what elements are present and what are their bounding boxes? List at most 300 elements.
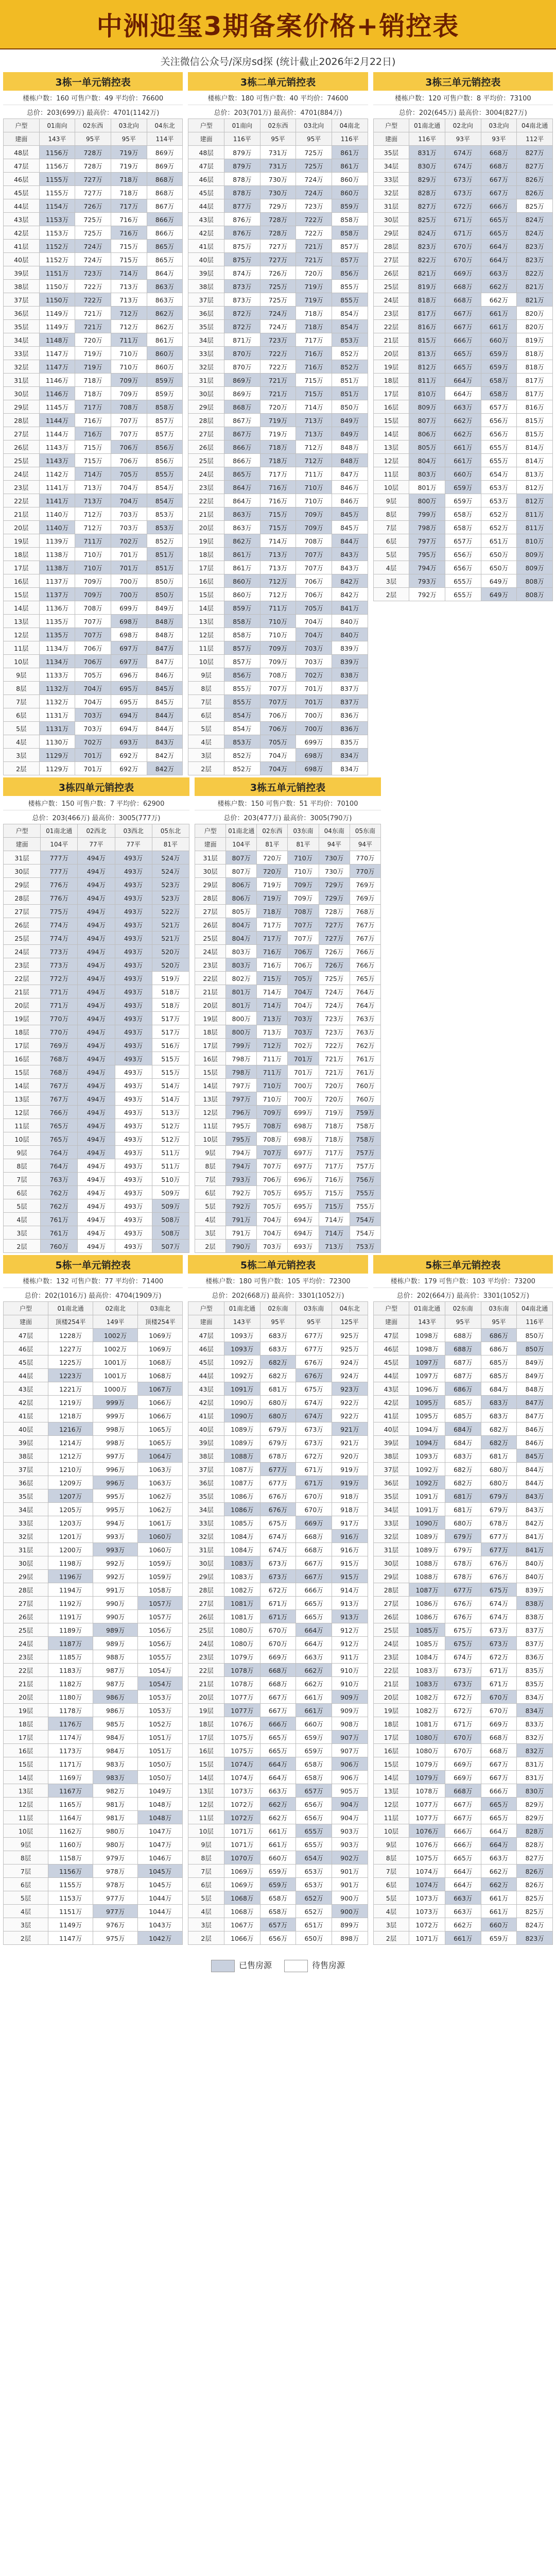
price-cell: 704万 bbox=[260, 762, 296, 775]
floor-cell: 2层 bbox=[4, 1240, 41, 1253]
price-cell: 521万 bbox=[152, 918, 189, 931]
header-cell: 03北向 bbox=[481, 119, 517, 132]
price-cell: 705万 bbox=[257, 1199, 288, 1213]
price-cell: 1090万 bbox=[224, 1396, 260, 1409]
price-cell: 1185万 bbox=[48, 1650, 93, 1664]
table-row bbox=[4, 998, 189, 1012]
floor-cell: 34层 bbox=[373, 1503, 409, 1516]
table-row bbox=[188, 735, 368, 749]
floor-cell: 34层 bbox=[373, 159, 409, 173]
price-cell: 907万 bbox=[332, 1744, 368, 1757]
floor-cell: 4层 bbox=[373, 561, 409, 574]
table-row bbox=[188, 454, 368, 467]
floor-cell: 33层 bbox=[4, 347, 40, 360]
table-row bbox=[195, 1173, 381, 1186]
table-row bbox=[188, 574, 368, 588]
price-cell: 1164万 bbox=[48, 1811, 93, 1824]
section-info: 楼栋户数：180 可售户数：40 平均价：74600 bbox=[188, 91, 368, 105]
price-cell: 761万 bbox=[41, 1213, 78, 1226]
table-row bbox=[373, 320, 552, 333]
table-row bbox=[4, 735, 183, 749]
price-cell: 990万 bbox=[93, 1610, 138, 1623]
price-cell: 679万 bbox=[481, 1503, 517, 1516]
price-cell: 705万 bbox=[260, 735, 296, 749]
price-cell: 729万 bbox=[260, 199, 296, 213]
price-cell: 1152万 bbox=[39, 240, 75, 253]
price-cell: 901万 bbox=[332, 1865, 368, 1878]
header-cell: 建面 bbox=[4, 132, 40, 146]
price-cell: 993万 bbox=[93, 1530, 138, 1543]
price-cell: 1045万 bbox=[138, 1865, 183, 1878]
price-cell: 797万 bbox=[226, 1079, 257, 1092]
header-cell: 77平 bbox=[115, 838, 152, 851]
floor-cell: 5层 bbox=[373, 548, 409, 561]
section-info: 楼栋户数：132 可售户数：77 平均价：71400 bbox=[3, 1274, 183, 1288]
price-cell: 653万 bbox=[481, 494, 517, 507]
table-row bbox=[195, 958, 381, 972]
price-cell: 1068万 bbox=[138, 1355, 183, 1369]
table-row bbox=[4, 695, 183, 708]
price-cell: 682万 bbox=[445, 1476, 481, 1489]
price-cell: 769万 bbox=[41, 1039, 78, 1052]
price-cell: 768万 bbox=[350, 905, 380, 918]
header-cell: 125平 bbox=[332, 1315, 368, 1329]
page-title: 中洲迎玺3期备案价格+销控表 bbox=[96, 11, 460, 41]
table-row bbox=[188, 1369, 368, 1382]
price-cell: 833万 bbox=[517, 1717, 553, 1731]
price-cell: 821万 bbox=[409, 266, 445, 280]
floor-cell: 4层 bbox=[188, 735, 224, 749]
price-cell: 1002万 bbox=[93, 1329, 138, 1342]
header-cell: 81平 bbox=[288, 838, 319, 851]
header-cell: 04东北 bbox=[332, 1302, 368, 1315]
table-row bbox=[195, 865, 381, 878]
price-cell: 493万 bbox=[115, 958, 152, 972]
price-cell: 857万 bbox=[224, 641, 260, 655]
table-row bbox=[373, 1516, 552, 1530]
price-cell: 879万 bbox=[224, 146, 260, 159]
price-cell: 1095万 bbox=[409, 1409, 445, 1422]
price-cell: 671万 bbox=[296, 1476, 332, 1489]
price-cell: 794万 bbox=[226, 1159, 257, 1173]
floor-cell: 39层 bbox=[188, 266, 224, 280]
price-cell: 685万 bbox=[481, 1355, 517, 1369]
floor-cell: 11层 bbox=[4, 641, 40, 655]
price-cell: 666万 bbox=[445, 1838, 481, 1851]
price-cell: 493万 bbox=[115, 1186, 152, 1199]
price-cell: 858万 bbox=[332, 226, 368, 240]
price-cell: 716万 bbox=[111, 213, 147, 226]
floor-cell: 43层 bbox=[4, 1382, 48, 1396]
price-cell: 1053万 bbox=[138, 1690, 183, 1704]
price-cell: 925万 bbox=[332, 1342, 368, 1355]
table-row bbox=[188, 762, 368, 775]
price-cell: 720万 bbox=[257, 851, 288, 865]
price-cell: 840万 bbox=[517, 1570, 553, 1583]
table-row bbox=[4, 972, 189, 985]
price-cell: 808万 bbox=[517, 574, 553, 588]
price-cell: 801万 bbox=[226, 998, 257, 1012]
floor-cell: 31层 bbox=[188, 374, 224, 387]
table-row bbox=[188, 400, 368, 414]
price-cell: 842万 bbox=[517, 1516, 553, 1530]
price-cell: 696万 bbox=[288, 1173, 319, 1186]
header-cell: 户型 bbox=[195, 824, 226, 838]
header-cell: 户型 bbox=[4, 824, 41, 838]
header-cell: 户型 bbox=[188, 1302, 224, 1315]
price-cell: 662万 bbox=[260, 1798, 296, 1811]
floor-cell: 2层 bbox=[4, 1931, 48, 1945]
floor-cell: 14层 bbox=[188, 1771, 224, 1784]
price-cell: 975万 bbox=[93, 1931, 138, 1945]
price-cell: 837万 bbox=[332, 695, 368, 708]
price-cell: 921万 bbox=[332, 1422, 368, 1436]
floor-cell: 21层 bbox=[188, 507, 224, 521]
price-cell: 1171万 bbox=[48, 1757, 93, 1771]
table-row bbox=[188, 1543, 368, 1556]
price-cell: 701万 bbox=[288, 1065, 319, 1079]
floor-cell: 29层 bbox=[373, 226, 409, 240]
price-cell: 1156万 bbox=[48, 1865, 93, 1878]
price-cell: 849万 bbox=[332, 427, 368, 440]
table-row bbox=[195, 1159, 381, 1173]
price-cell: 667万 bbox=[445, 307, 481, 320]
price-cell: 658万 bbox=[296, 1757, 332, 1771]
price-cell: 1135万 bbox=[39, 628, 75, 641]
price-cell: 1167万 bbox=[48, 1784, 93, 1798]
price-cell: 984万 bbox=[93, 1731, 138, 1744]
price-cell: 1061万 bbox=[138, 1516, 183, 1530]
table-row bbox=[4, 1226, 189, 1240]
price-cell: 680万 bbox=[481, 1463, 517, 1476]
price-cell: 715万 bbox=[260, 521, 296, 534]
price-cell: 523万 bbox=[152, 891, 189, 905]
price-cell: 815万 bbox=[517, 427, 553, 440]
price-cell: 1074万 bbox=[409, 1865, 445, 1878]
floor-cell: 22层 bbox=[195, 972, 226, 985]
price-cell: 700万 bbox=[288, 1092, 319, 1106]
price-cell: 996万 bbox=[93, 1463, 138, 1476]
price-cell: 854万 bbox=[224, 708, 260, 722]
price-cell: 795万 bbox=[409, 548, 445, 561]
price-cell: 719万 bbox=[319, 1106, 350, 1119]
price-cell: 826万 bbox=[517, 1878, 553, 1891]
price-cell: 1134万 bbox=[39, 655, 75, 668]
price-cell: 1165万 bbox=[48, 1798, 93, 1811]
price-cell: 718万 bbox=[75, 387, 111, 400]
table-row bbox=[4, 387, 183, 400]
table-row bbox=[188, 1931, 368, 1945]
price-cell: 865万 bbox=[147, 240, 183, 253]
floor-cell: 24层 bbox=[188, 467, 224, 481]
price-cell: 720万 bbox=[257, 865, 288, 878]
header-cell: 01南向 bbox=[39, 119, 75, 132]
table-row bbox=[4, 1623, 183, 1637]
table-row bbox=[188, 240, 368, 253]
price-cell: 804万 bbox=[226, 931, 257, 945]
price-cell: 847万 bbox=[147, 641, 183, 655]
floor-cell: 32层 bbox=[188, 360, 224, 374]
price-cell: 806万 bbox=[226, 891, 257, 905]
price-cell: 898万 bbox=[332, 1931, 368, 1945]
price-cell: 1096万 bbox=[409, 1382, 445, 1396]
price-cell: 712万 bbox=[111, 307, 147, 320]
section-info: 楼栋户数：180 可售户数：105 平均价：72300 bbox=[188, 1274, 368, 1288]
price-cell: 731万 bbox=[260, 146, 296, 159]
table-row bbox=[188, 1650, 368, 1664]
price-cell: 1191万 bbox=[48, 1610, 93, 1623]
price-cell: 664万 bbox=[445, 1878, 481, 1891]
price-cell: 676万 bbox=[296, 1369, 332, 1382]
price-cell: 682万 bbox=[481, 1422, 517, 1436]
price-cell: 665万 bbox=[481, 1811, 517, 1824]
floor-cell: 36层 bbox=[188, 307, 224, 320]
table-row bbox=[4, 601, 183, 615]
price-cell: 665万 bbox=[481, 1798, 517, 1811]
price-cell: 1052万 bbox=[138, 1717, 183, 1731]
floor-cell: 18层 bbox=[4, 548, 40, 561]
floor-cell: 20层 bbox=[373, 347, 409, 360]
price-cell: 1055万 bbox=[138, 1650, 183, 1664]
price-cell: 667万 bbox=[296, 1570, 332, 1583]
price-cell: 700万 bbox=[111, 588, 147, 601]
price-cell: 1042万 bbox=[138, 1931, 183, 1945]
price-cell: 652万 bbox=[296, 1905, 332, 1918]
table-row bbox=[4, 682, 183, 695]
price-cell: 769万 bbox=[350, 891, 380, 905]
price-cell: 673万 bbox=[445, 173, 481, 186]
price-cell: 517万 bbox=[152, 1025, 189, 1039]
price-cell: 723万 bbox=[260, 333, 296, 347]
floor-cell: 5层 bbox=[188, 1891, 224, 1905]
price-cell: 656万 bbox=[481, 414, 517, 427]
price-cell: 793万 bbox=[409, 574, 445, 588]
table-row bbox=[188, 280, 368, 293]
price-cell: 809万 bbox=[517, 561, 553, 574]
header-cell: 02东西 bbox=[257, 824, 288, 838]
table-row bbox=[373, 1664, 552, 1677]
table-row bbox=[373, 1771, 552, 1784]
price-cell: 684万 bbox=[445, 1422, 481, 1436]
table-row bbox=[373, 1463, 552, 1476]
price-cell: 1068万 bbox=[224, 1905, 260, 1918]
price-cell: 1048万 bbox=[138, 1811, 183, 1824]
table-row bbox=[4, 1199, 189, 1213]
floor-cell: 33层 bbox=[188, 347, 224, 360]
price-cell: 1081万 bbox=[224, 1610, 260, 1623]
price-cell: 722万 bbox=[260, 360, 296, 374]
price-cell: 1077万 bbox=[224, 1704, 260, 1717]
price-cell: 837万 bbox=[517, 1637, 553, 1650]
table-row bbox=[195, 998, 381, 1012]
price-cell: 652万 bbox=[481, 521, 517, 534]
header-cell: 02南北 bbox=[93, 1302, 138, 1315]
table-row bbox=[188, 1784, 368, 1798]
price-cell: 1069万 bbox=[138, 1329, 183, 1342]
price-cell: 980万 bbox=[93, 1838, 138, 1851]
price-cell: 1081万 bbox=[409, 1717, 445, 1731]
price-cell: 715万 bbox=[75, 440, 111, 454]
price-cell: 511万 bbox=[152, 1159, 189, 1173]
price-cell: 687万 bbox=[445, 1369, 481, 1382]
price-cell: 700万 bbox=[111, 574, 147, 588]
table-row bbox=[188, 1610, 368, 1623]
table-row bbox=[373, 1396, 552, 1409]
price-cell: 1084万 bbox=[224, 1530, 260, 1543]
table-row bbox=[195, 1065, 381, 1079]
price-cell: 677万 bbox=[260, 1463, 296, 1476]
price-cell: 1048万 bbox=[138, 1798, 183, 1811]
table-row bbox=[4, 1409, 183, 1422]
price-cell: 493万 bbox=[115, 1119, 152, 1132]
price-cell: 714万 bbox=[260, 534, 296, 548]
table-row bbox=[4, 173, 183, 186]
price-cell: 989万 bbox=[93, 1623, 138, 1637]
price-cell: 682万 bbox=[445, 1463, 481, 1476]
header-cell: 01南北通 bbox=[226, 824, 257, 838]
table-row bbox=[188, 387, 368, 400]
price-cell: 824万 bbox=[517, 1918, 553, 1931]
price-cell: 863万 bbox=[147, 280, 183, 293]
price-cell: 706万 bbox=[75, 641, 111, 655]
price-cell: 662万 bbox=[481, 293, 517, 307]
price-cell: 984万 bbox=[93, 1744, 138, 1757]
floor-cell: 22层 bbox=[373, 320, 409, 333]
price-cell: 668万 bbox=[296, 1543, 332, 1556]
price-cell: 728万 bbox=[75, 159, 111, 173]
table-row bbox=[373, 186, 552, 199]
price-cell: 825万 bbox=[409, 213, 445, 226]
floor-cell: 32层 bbox=[373, 186, 409, 199]
price-cell: 670万 bbox=[445, 240, 481, 253]
price-cell: 707万 bbox=[75, 615, 111, 628]
price-cell: 494万 bbox=[78, 1226, 115, 1240]
floor-cell: 39层 bbox=[188, 1436, 224, 1449]
floor-cell: 24层 bbox=[373, 1637, 409, 1650]
price-cell: 683万 bbox=[481, 1409, 517, 1422]
table-row bbox=[4, 851, 189, 865]
price-cell: 652万 bbox=[296, 1891, 332, 1905]
price-cell: 494万 bbox=[78, 865, 115, 878]
price-cell: 680万 bbox=[445, 1516, 481, 1530]
price-cell: 697万 bbox=[111, 655, 147, 668]
price-cell: 719万 bbox=[75, 347, 111, 360]
header-cell: 112平 bbox=[517, 132, 553, 146]
price-cell: 1156万 bbox=[39, 159, 75, 173]
table-row bbox=[4, 1463, 183, 1476]
price-cell: 854万 bbox=[332, 320, 368, 333]
table-row bbox=[4, 985, 189, 998]
floor-cell: 47层 bbox=[373, 1329, 409, 1342]
price-cell: 716万 bbox=[75, 427, 111, 440]
price-cell: 724万 bbox=[296, 173, 332, 186]
price-cell: 719万 bbox=[296, 293, 332, 307]
price-cell: 909万 bbox=[332, 1704, 368, 1717]
price-cell: 1045万 bbox=[138, 1878, 183, 1891]
price-cell: 1060万 bbox=[138, 1543, 183, 1556]
price-cell: 493万 bbox=[115, 998, 152, 1012]
table-row bbox=[188, 1489, 368, 1503]
price-cell: 859万 bbox=[147, 374, 183, 387]
floor-cell: 33层 bbox=[4, 1516, 48, 1530]
table-row bbox=[188, 159, 368, 173]
price-cell: 709万 bbox=[75, 574, 111, 588]
price-table bbox=[373, 118, 553, 601]
table-row bbox=[188, 333, 368, 347]
price-cell: 837万 bbox=[332, 682, 368, 695]
price-table bbox=[3, 824, 189, 1253]
price-cell: 718万 bbox=[319, 1132, 350, 1146]
table-row bbox=[188, 641, 368, 655]
price-cell: 914万 bbox=[332, 1583, 368, 1597]
price-cell: 1065万 bbox=[138, 1422, 183, 1436]
floor-cell: 34层 bbox=[188, 333, 224, 347]
price-cell: 701万 bbox=[288, 1052, 319, 1065]
price-cell: 714万 bbox=[257, 985, 288, 998]
price-cell: 719万 bbox=[75, 360, 111, 374]
price-cell: 665万 bbox=[260, 1744, 296, 1757]
table-row bbox=[188, 253, 368, 266]
table-row bbox=[195, 931, 381, 945]
price-cell: 1142万 bbox=[39, 467, 75, 481]
floor-cell: 31层 bbox=[4, 1543, 48, 1556]
price-cell: 823万 bbox=[517, 1931, 553, 1945]
price-cell: 996万 bbox=[93, 1476, 138, 1489]
price-cell: 1002万 bbox=[93, 1342, 138, 1355]
table-row bbox=[373, 561, 552, 574]
price-cell: 809万 bbox=[517, 548, 553, 561]
price-cell: 710万 bbox=[257, 1079, 288, 1092]
price-cell: 676万 bbox=[260, 1503, 296, 1516]
price-cell: 703万 bbox=[111, 521, 147, 534]
price-cell: 868万 bbox=[224, 400, 260, 414]
price-cell: 1063万 bbox=[138, 1463, 183, 1476]
header-row-area bbox=[195, 838, 381, 851]
floor-cell: 25层 bbox=[195, 931, 226, 945]
table-row bbox=[4, 1516, 183, 1530]
price-cell: 707万 bbox=[257, 1146, 288, 1159]
price-cell: 771万 bbox=[41, 998, 78, 1012]
table-row bbox=[195, 1106, 381, 1119]
floor-cell: 17层 bbox=[373, 387, 409, 400]
section-title: 5栋二单元销控表 bbox=[188, 1255, 368, 1274]
floor-cell: 25层 bbox=[373, 1623, 409, 1637]
floor-cell: 47层 bbox=[4, 159, 40, 173]
price-cell: 922万 bbox=[332, 1396, 368, 1409]
price-cell: 670万 bbox=[481, 1690, 517, 1704]
table-row bbox=[188, 427, 368, 440]
price-cell: 730万 bbox=[319, 865, 350, 878]
floor-cell: 2层 bbox=[188, 762, 224, 775]
table-row bbox=[4, 1449, 183, 1463]
price-cell: 876万 bbox=[224, 226, 260, 240]
table-row bbox=[4, 213, 183, 226]
price-cell: 1075万 bbox=[224, 1744, 260, 1757]
price-cell: 1141万 bbox=[39, 494, 75, 507]
floor-cell: 16层 bbox=[188, 1744, 224, 1757]
price-cell: 905万 bbox=[332, 1784, 368, 1798]
table-row bbox=[373, 1623, 552, 1637]
table-row bbox=[188, 1865, 368, 1878]
price-cell: 1214万 bbox=[48, 1436, 93, 1449]
price-cell: 713万 bbox=[257, 1012, 288, 1025]
table-row bbox=[188, 682, 368, 695]
price-cell: 924万 bbox=[332, 1369, 368, 1382]
price-cell: 1083万 bbox=[409, 1677, 445, 1690]
price-cell: 794万 bbox=[226, 1146, 257, 1159]
floor-cell: 20层 bbox=[373, 1690, 409, 1704]
table-row bbox=[188, 293, 368, 307]
